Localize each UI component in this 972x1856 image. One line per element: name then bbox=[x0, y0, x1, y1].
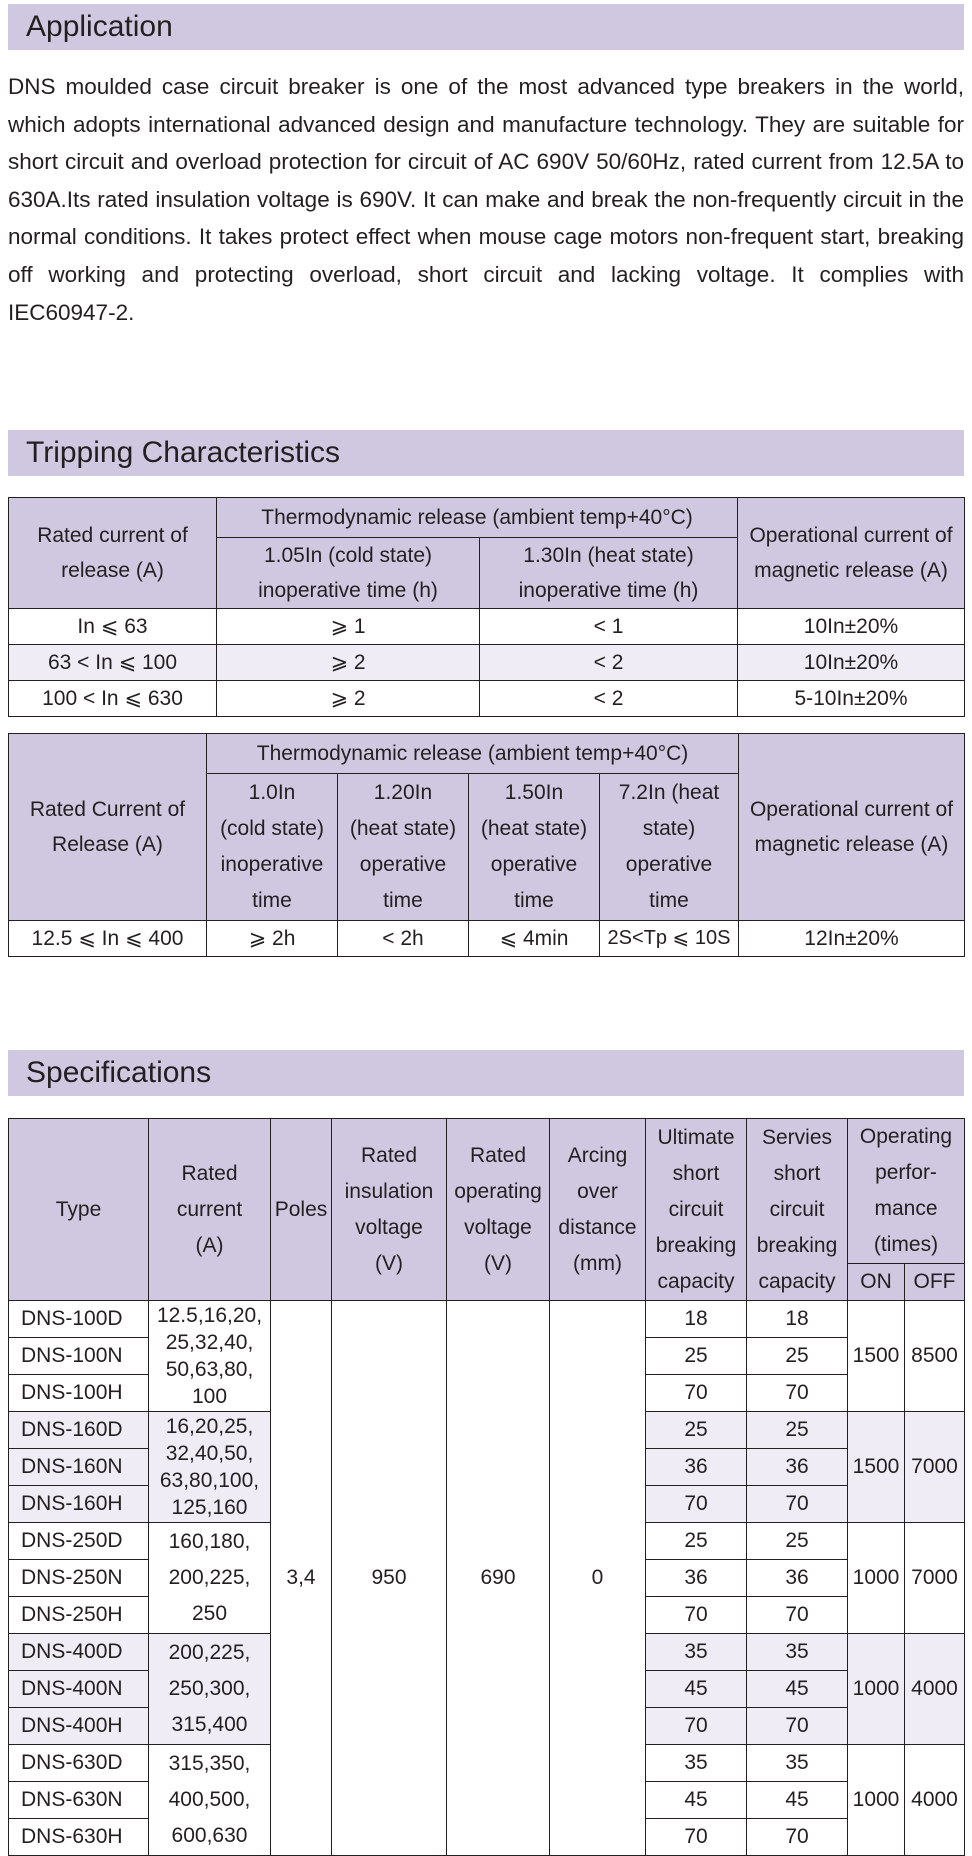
t2-header-thermodynamic: Thermodynamic release (ambient temp+40°C) bbox=[207, 734, 739, 774]
spec-type: DNS-250D bbox=[9, 1523, 149, 1560]
t1-row3-heat: < 2 bbox=[480, 681, 738, 717]
spec-rated-current: 160,180, 200,225, 250 bbox=[149, 1523, 271, 1634]
spec-ultimate: 36 bbox=[646, 1449, 747, 1486]
tripping-table-2 bbox=[8, 733, 965, 957]
t2-v2: < 2h bbox=[338, 921, 469, 957]
t1-row2-magnetic: 10In±20% bbox=[738, 645, 965, 681]
spec-header-rated-current: Rated current (A) bbox=[149, 1119, 271, 1301]
spec-type: DNS-250N bbox=[9, 1560, 149, 1597]
t1-row1-rated: In ⩽ 63 bbox=[9, 609, 217, 645]
spec-type: DNS-630D bbox=[9, 1745, 149, 1782]
t2-v3: ⩽ 4min bbox=[469, 921, 600, 957]
specifications-table bbox=[8, 1118, 965, 1856]
spec-service: 45 bbox=[747, 1782, 848, 1819]
t2-v1: ⩾ 2h bbox=[207, 921, 338, 957]
header-thermodynamic: Thermodynamic release (ambient temp+40°C) bbox=[217, 498, 738, 538]
spec-arcing: 0 bbox=[550, 1301, 646, 1856]
spec-on: 1000 bbox=[848, 1745, 905, 1856]
spec-header-ultimate: Ultimate short circuit breaking capacity bbox=[646, 1119, 747, 1301]
spec-ultimate: 25 bbox=[646, 1338, 747, 1375]
spec-type: DNS-160N bbox=[9, 1449, 149, 1486]
spec-on: 1500 bbox=[848, 1412, 905, 1523]
spec-off: 4000 bbox=[905, 1634, 965, 1745]
spec-ultimate: 18 bbox=[646, 1301, 747, 1338]
spec-service: 25 bbox=[747, 1412, 848, 1449]
spec-header-operating-performance: Operating perfor- mance (times) bbox=[848, 1119, 965, 1264]
spec-type: DNS-250H bbox=[9, 1597, 149, 1634]
spec-header-insulation: Rated insulation voltage (V) bbox=[332, 1119, 447, 1301]
t1-row2-heat: < 2 bbox=[480, 645, 738, 681]
spec-type: DNS-160H bbox=[9, 1486, 149, 1523]
spec-type: DNS-400H bbox=[9, 1708, 149, 1745]
t1-row3-cold: ⩾ 2 bbox=[217, 681, 480, 717]
spec-header-arcing: Arcing over distance (mm) bbox=[550, 1119, 646, 1301]
t2-header-1-0in: 1.0In (cold state) inoperative time bbox=[207, 774, 338, 921]
spec-row bbox=[9, 1301, 965, 1338]
header-cold-state: 1.05In (cold state) inoperative time (h) bbox=[217, 538, 480, 609]
spec-header-operating-voltage: Rated operating voltage (V) bbox=[447, 1119, 550, 1301]
spec-type: DNS-100N bbox=[9, 1338, 149, 1375]
spec-off: 8500 bbox=[905, 1301, 965, 1412]
t2-header-rated-current: Rated Current of Release (A) bbox=[9, 734, 207, 921]
t2-magnetic: 12In±20% bbox=[739, 921, 965, 957]
spec-ultimate: 70 bbox=[646, 1375, 747, 1412]
spec-on: 1000 bbox=[848, 1634, 905, 1745]
spec-rated-current: 12.5,16,20, 25,32,40, 50,63,80, 100 bbox=[149, 1301, 271, 1412]
tripping-heading: Tripping Characteristics bbox=[8, 430, 964, 476]
spec-rated-current: 200,225, 250,300, 315,400 bbox=[149, 1634, 271, 1745]
spec-ultimate: 70 bbox=[646, 1819, 747, 1856]
spec-service: 25 bbox=[747, 1523, 848, 1560]
spec-service: 35 bbox=[747, 1634, 848, 1671]
spec-ultimate: 25 bbox=[646, 1412, 747, 1449]
spec-on: 1500 bbox=[848, 1301, 905, 1412]
spec-header-on: ON bbox=[848, 1264, 905, 1301]
spec-header-service: Servies short circuit breaking capacity bbox=[747, 1119, 848, 1301]
spec-service: 35 bbox=[747, 1745, 848, 1782]
spec-ultimate: 45 bbox=[646, 1671, 747, 1708]
t1-row2-cold: ⩾ 2 bbox=[217, 645, 480, 681]
t1-row2-rated: 63 < In ⩽ 100 bbox=[9, 645, 217, 681]
tripping-table-1 bbox=[8, 497, 965, 717]
spec-type: DNS-630N bbox=[9, 1782, 149, 1819]
spec-ultimate: 70 bbox=[646, 1708, 747, 1745]
t1-row1-magnetic: 10In±20% bbox=[738, 609, 965, 645]
spec-service: 18 bbox=[747, 1301, 848, 1338]
t2-v4: 2S<Tp ⩽ 10S bbox=[600, 921, 739, 957]
header-magnetic: Operational current of magnetic release (A) bbox=[738, 498, 965, 609]
application-paragraph: DNS moulded case circuit breaker is one of the most advanced type breakers in the world, which adopts international advanced design and manufacture technology. They are suitable for short circuit and overload protection for circuit of AC 690V 50/60Hz, rated current from 12.5A to 630A.Its rated insulation voltage is 690V. It can make and break the non-frequently circuit in the normal conditions. It takes protect effect when mouse cage motors non-frequent start, breaking off working and protecting overload, short circuit and lacking voltage. It complies with IEC60947-2. bbox=[8, 74, 964, 325]
spec-operating-voltage: 690 bbox=[447, 1301, 550, 1856]
spec-ultimate: 45 bbox=[646, 1782, 747, 1819]
spec-ultimate: 70 bbox=[646, 1597, 747, 1634]
spec-service: 45 bbox=[747, 1671, 848, 1708]
t1-row1-heat: < 1 bbox=[480, 609, 738, 645]
t2-header-1-20in: 1.20In (heat state) operative time bbox=[338, 774, 469, 921]
specifications-heading: Specifications bbox=[8, 1050, 964, 1096]
t2-header-7-2in: 7.2In (heat state) operative time bbox=[600, 774, 739, 921]
spec-service: 70 bbox=[747, 1597, 848, 1634]
spec-service: 25 bbox=[747, 1338, 848, 1375]
spec-type: DNS-400N bbox=[9, 1671, 149, 1708]
spec-service: 70 bbox=[747, 1486, 848, 1523]
spec-ultimate: 35 bbox=[646, 1634, 747, 1671]
spec-type: DNS-400D bbox=[9, 1634, 149, 1671]
application-heading: Application bbox=[8, 4, 964, 50]
spec-ultimate: 25 bbox=[646, 1523, 747, 1560]
spec-type: DNS-100H bbox=[9, 1375, 149, 1412]
spec-header-type: Type bbox=[9, 1119, 149, 1301]
spec-service: 36 bbox=[747, 1560, 848, 1597]
spec-poles: 3,4 bbox=[271, 1301, 332, 1856]
spec-off: 4000 bbox=[905, 1745, 965, 1856]
spec-service: 36 bbox=[747, 1449, 848, 1486]
spec-type: DNS-100D bbox=[9, 1301, 149, 1338]
spec-header-off: OFF bbox=[905, 1264, 965, 1301]
t2-header-1-50in: 1.50In (heat state) operative time bbox=[469, 774, 600, 921]
t1-row3-magnetic: 5-10In±20% bbox=[738, 681, 965, 717]
spec-insulation: 950 bbox=[332, 1301, 447, 1856]
spec-ultimate: 35 bbox=[646, 1745, 747, 1782]
spec-off: 7000 bbox=[905, 1412, 965, 1523]
header-heat-state: 1.30In (heat state) inoperative time (h) bbox=[480, 538, 738, 609]
spec-service: 70 bbox=[747, 1375, 848, 1412]
spec-type: DNS-160D bbox=[9, 1412, 149, 1449]
spec-rated-current: 16,20,25, 32,40,50, 63,80,100, 125,160 bbox=[149, 1412, 271, 1523]
t2-rated: 12.5 ⩽ In ⩽ 400 bbox=[9, 921, 207, 957]
spec-type: DNS-630H bbox=[9, 1819, 149, 1856]
spec-ultimate: 70 bbox=[646, 1486, 747, 1523]
t2-header-magnetic: Operational current of magnetic release (A) bbox=[739, 734, 965, 921]
spec-rated-current: 315,350, 400,500, 600,630 bbox=[149, 1745, 271, 1856]
header-rated-current: Rated current of release (A) bbox=[9, 498, 217, 609]
t1-row1-cold: ⩾ 1 bbox=[217, 609, 480, 645]
spec-on: 1000 bbox=[848, 1523, 905, 1634]
spec-ultimate: 36 bbox=[646, 1560, 747, 1597]
spec-service: 70 bbox=[747, 1708, 848, 1745]
spec-off: 7000 bbox=[905, 1523, 965, 1634]
t1-row3-rated: 100 < In ⩽ 630 bbox=[9, 681, 217, 717]
spec-service: 70 bbox=[747, 1819, 848, 1856]
spec-header-poles: Poles bbox=[271, 1119, 332, 1301]
